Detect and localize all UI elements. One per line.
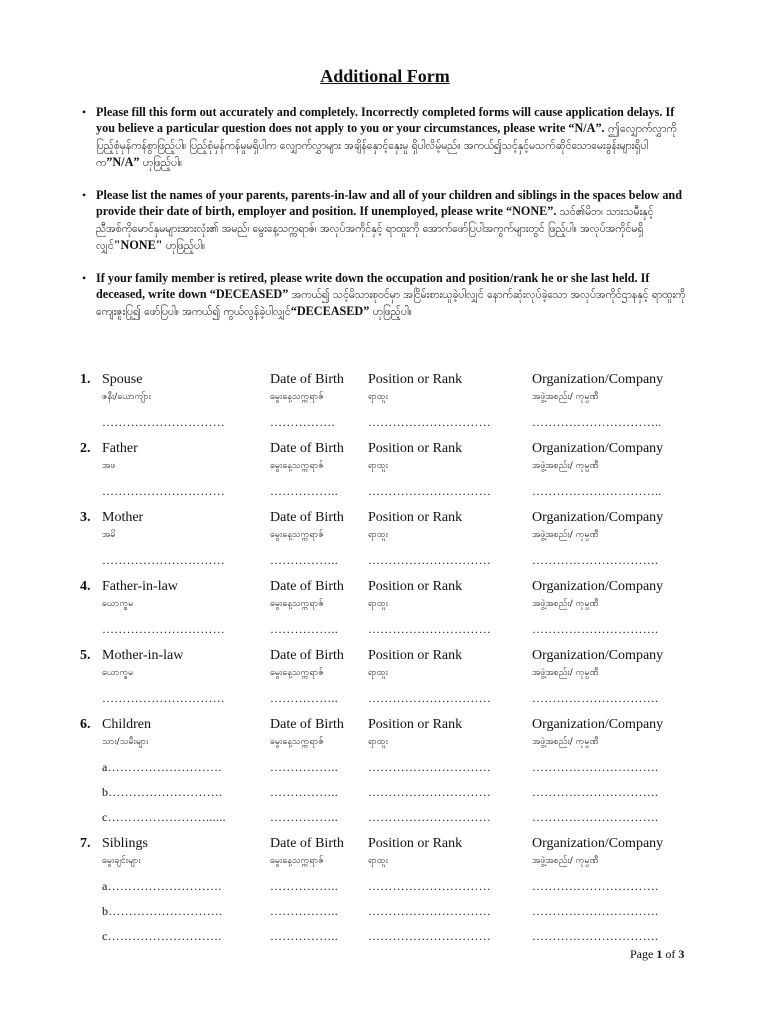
section-label (80, 579, 270, 595)
name-field[interactable]: a………………………. (102, 760, 222, 774)
page-number (630, 947, 684, 962)
organization-field[interactable]: …………………………. (532, 810, 659, 824)
dob-field[interactable]: …………….. (270, 691, 339, 705)
page-label: Page (630, 947, 654, 961)
organization-field[interactable]: ………………………….. (532, 484, 662, 498)
section-label (80, 510, 270, 526)
organization-header-burmese: အဖွဲ့အစည်း/ ကုမ္ပဏီ (532, 668, 599, 678)
instruction-english: If your family member is retired, please write down the occupation and position/rank he or she last held. If deceased, write down “DECEASED” (96, 271, 650, 301)
section-header (80, 441, 692, 459)
position-field[interactable]: ………………………… (368, 810, 491, 824)
dob-field[interactable]: …………….. (270, 929, 339, 943)
section-header (80, 510, 692, 528)
family-section-spouse (80, 372, 692, 431)
section-subheader (80, 460, 692, 474)
organization-field[interactable]: …………………………. (532, 879, 659, 893)
dob-header-burmese: မွေးနေ့သက္ကရာဇ် (270, 737, 324, 747)
section-label (80, 372, 270, 388)
dob-header-burmese: မွေးနေ့သက္ကရာဇ် (270, 530, 324, 540)
section-subheader (80, 667, 692, 681)
position-header: Position or Rank (368, 836, 463, 851)
organization-header: Organization/Company (532, 836, 664, 851)
bullet-icon: • (82, 188, 87, 202)
position-header-burmese: ရာထူး (368, 737, 388, 747)
section-subheader (80, 598, 692, 612)
dob-field[interactable]: …………….. (270, 810, 339, 824)
name-field[interactable]: b………………………. (102, 785, 223, 799)
dob-field[interactable]: …………….. (270, 760, 339, 774)
section-label (80, 648, 270, 664)
section-title-burmese: အမိ (102, 530, 116, 540)
instructions-list (82, 104, 690, 336)
organization-header-burmese: အဖွဲ့အစည်း/ ကုမ္ပဏီ (532, 856, 599, 866)
family-section-father-in-law (80, 579, 692, 638)
section-title-burmese: သား/သမီးများ (102, 737, 149, 747)
position-field[interactable]: ………………………… (368, 415, 491, 429)
section-number: 4. (80, 579, 91, 594)
name-field[interactable]: ………………………… (102, 553, 225, 567)
section-label (80, 836, 270, 852)
dob-header: Date of Birth (270, 441, 344, 456)
instruction-english: Please fill this form out accurately and completely. Incorrectly completed forms will cause application delays. If you believe a particular question does not apply to you or your circumstances, please write “N/A”. (96, 105, 675, 135)
instruction-burmese-text: အကယ်၍ သင့်မိသားစုဝင်မှာ အငြိမ်းစားယူခဲ့ပါလျှင် နောက်ဆုံးလုပ်ခဲ့သော အလုပ်အကိုင်ဌာနနှင့် ရာထူးကို ကျေးဇူးပြု၍ ဖော်ပြပါ။ အကယ်၍ ကွယ်လွန်ခဲ့ပါလျှင် (96, 289, 686, 318)
position-field[interactable]: ………………………… (368, 622, 491, 636)
position-header-burmese: ရာထူး (368, 392, 388, 402)
position-header-burmese: ရာထူး (368, 856, 388, 866)
organization-header-burmese: အဖွဲ့အစည်း/ ကုမ္ပဏီ (532, 461, 599, 471)
dob-header: Date of Birth (270, 648, 344, 663)
position-header: Position or Rank (368, 717, 463, 732)
position-header-burmese: ရာထူး (368, 599, 388, 609)
section-title: Spouse (102, 372, 143, 387)
section-number: 6. (80, 717, 91, 732)
dob-header-burmese: မွေးနေ့သက္ကရာဇ် (270, 856, 324, 866)
section-title-burmese: ယောက္ခမ (102, 599, 134, 609)
organization-field[interactable]: …………………………. (532, 929, 659, 943)
section-subheader (80, 736, 692, 750)
section-subheader (80, 855, 692, 869)
entry-line (80, 785, 692, 801)
name-field[interactable]: b………………………. (102, 904, 223, 918)
position-header: Position or Rank (368, 372, 463, 387)
instruction-item (82, 270, 690, 320)
section-number: 5. (80, 648, 91, 663)
dob-field[interactable]: …………….. (270, 785, 339, 799)
instruction-burmese-text: သင်၏မိဘ၊ သားသမီးနှင့် ညီအစ်ကိုမောင်နှမများအားလုံး၏ အမည်၊ မွေးနေ့သက္ကရာဇ်၊ အလုပ်အကိုင်နှင့် ရာထူးကို အောက်ဖော်ပြပါအကွက်များတွင် ဖြည့်ပါ။ အလုပ်အကိုင်မရှိလျှင် (96, 206, 654, 252)
organization-header: Organization/Company (532, 579, 664, 594)
section-number: 3. (80, 510, 91, 525)
section-header (80, 836, 692, 854)
section-subheader (80, 391, 692, 405)
dob-field[interactable]: …………….. (270, 622, 339, 636)
organization-header-burmese: အဖွဲ့အစည်း/ ကုမ္ပဏီ (532, 530, 599, 540)
dob-header: Date of Birth (270, 717, 344, 732)
entry-line (80, 810, 692, 826)
name-field[interactable]: ………………………… (102, 415, 225, 429)
organization-field[interactable]: …………………………. (532, 904, 659, 918)
instruction-item (82, 187, 690, 254)
dob-field[interactable]: …………….. (270, 879, 339, 893)
section-label (80, 441, 270, 457)
instruction-burmese-keyword: "NONE" (113, 238, 163, 252)
organization-header: Organization/Company (532, 441, 664, 456)
position-header: Position or Rank (368, 579, 463, 594)
entry-line (80, 622, 692, 638)
entry-line (80, 879, 692, 895)
position-field[interactable]: ………………………… (368, 484, 491, 498)
section-title: Children (102, 717, 151, 732)
position-header: Position or Rank (368, 441, 463, 456)
instruction-burmese-keyword: “DECEASED” (290, 304, 370, 318)
position-header-burmese: ရာထူး (368, 461, 388, 471)
entry-line (80, 484, 692, 500)
section-number: 1. (80, 372, 91, 387)
dob-field[interactable]: ……………. (270, 415, 335, 429)
position-header-burmese: ရာထူး (368, 530, 388, 540)
section-title: Father-in-law (102, 579, 178, 594)
entry-line (80, 904, 692, 920)
section-header (80, 648, 692, 666)
position-header: Position or Rank (368, 510, 463, 525)
entry-line (80, 691, 692, 707)
organization-header: Organization/Company (532, 648, 664, 663)
organization-field[interactable]: …………………………. (532, 691, 659, 705)
dob-field[interactable]: …………….. (270, 553, 339, 567)
dob-header: Date of Birth (270, 836, 344, 851)
name-field[interactable]: ………………………… (102, 691, 225, 705)
position-field[interactable]: ………………………… (368, 785, 491, 799)
dob-header-burmese: မွေးနေ့သက္ကရာဇ် (270, 599, 324, 609)
position-header: Position or Rank (368, 648, 463, 663)
section-label (80, 717, 270, 733)
name-field[interactable]: ………………………… (102, 484, 225, 498)
name-field[interactable]: c………………………. (102, 929, 222, 943)
position-field[interactable]: ………………………… (368, 760, 491, 774)
family-sections (80, 372, 692, 955)
organization-header-burmese: အဖွဲ့အစည်း/ ကုမ္ပဏီ (532, 392, 599, 402)
page-current: 1 (656, 947, 663, 961)
family-section-siblings (80, 836, 692, 945)
family-section-father (80, 441, 692, 500)
family-section-children (80, 717, 692, 826)
name-field[interactable]: a………………………. (102, 879, 222, 893)
dob-header: Date of Birth (270, 510, 344, 525)
instruction-burmese-keyword: ”N/A” (106, 155, 140, 169)
entry-line (80, 553, 692, 569)
section-title-burmese: အဖ (102, 461, 116, 471)
position-field[interactable]: ………………………… (368, 904, 491, 918)
dob-header-burmese: မွေးနေ့သက္ကရာဇ် (270, 461, 324, 471)
dob-field[interactable]: …………….. (270, 484, 339, 498)
organization-field[interactable]: …………………………. (532, 785, 659, 799)
section-subheader (80, 529, 692, 543)
section-number: 2. (80, 441, 91, 456)
page-of: of (665, 947, 676, 961)
organization-header-burmese: အဖွဲ့အစည်း/ ကုမ္ပဏီ (532, 737, 599, 747)
section-title: Siblings (102, 836, 148, 851)
section-title: Mother (102, 510, 144, 525)
organization-header: Organization/Company (532, 717, 664, 732)
section-header (80, 579, 692, 597)
instruction-english: Please list the names of your parents, parents-in-law and all of your children and siblings in the spaces below and provide their date of birth, employer and position. If unemployed, please write “NONE”. (96, 188, 682, 218)
dob-header: Date of Birth (270, 372, 344, 387)
organization-field[interactable]: ………………………….. (532, 415, 662, 429)
section-number: 7. (80, 836, 91, 851)
organization-field[interactable]: …………………………. (532, 553, 659, 567)
position-field[interactable]: ………………………… (368, 691, 491, 705)
organization-field[interactable]: …………………………. (532, 622, 659, 636)
position-field[interactable]: ………………………… (368, 553, 491, 567)
bullet-icon: • (82, 271, 87, 285)
dob-header: Date of Birth (270, 579, 344, 594)
page-title: Additional Form (320, 66, 450, 86)
position-header-burmese: ရာထူး (368, 668, 388, 678)
instruction-burmese-text: ဤလျှောက်လွှာကို ပြည့်စုံမှန်ကန်စွာဖြည့်ပါ။ ပြည့်စုံမှန်ကန်မှုမရှိပါက လျှောက်လွှာများ အချိန်နှောင့်နှေးမှု ရှိပါလိမ့်မည်။ အကယ်၍သင့်နှင့်မသက်ဆိုင်သောမေးခွန်းများရှိပါက (96, 123, 677, 169)
organization-header: Organization/Company (532, 510, 664, 525)
organization-field[interactable]: …………………………. (532, 760, 659, 774)
section-title-burmese: ယောက္ခမ (102, 668, 134, 678)
instruction-burmese-end: ဟုဖြည့်ပါ။ (162, 240, 206, 252)
instruction-burmese-end: ဟုဖြည့်ပါ။ (139, 157, 182, 169)
family-section-mother-in-law (80, 648, 692, 707)
position-field[interactable]: ………………………… (368, 929, 491, 943)
section-title: Mother-in-law (102, 648, 184, 663)
entry-line (80, 760, 692, 776)
section-header (80, 372, 692, 390)
dob-field[interactable]: …………….. (270, 904, 339, 918)
family-section-mother (80, 510, 692, 569)
entry-line (80, 415, 692, 431)
bullet-icon: • (82, 105, 87, 119)
organization-header: Organization/Company (532, 372, 664, 387)
organization-header-burmese: အဖွဲ့အစည်း/ ကုမ္ပဏီ (532, 599, 599, 609)
entry-line (80, 929, 692, 945)
section-title-burmese: မွေးချင်းများ (102, 856, 141, 866)
section-header (80, 717, 692, 735)
dob-header-burmese: မွေးနေ့သက္ကရာဇ် (270, 668, 324, 678)
name-field[interactable]: c……………………...... (102, 810, 226, 824)
section-title: Father (102, 441, 138, 456)
dob-header-burmese: မွေးနေ့သက္ကရာဇ် (270, 392, 324, 402)
position-field[interactable]: ………………………… (368, 879, 491, 893)
name-field[interactable]: ………………………… (102, 622, 225, 636)
instruction-item (82, 104, 690, 171)
page-total: 3 (678, 947, 685, 961)
instruction-burmese-end: ဟုဖြည့်ပါ။ (369, 306, 412, 318)
section-title-burmese: ဇနီး/ယောကျ်ား (102, 392, 151, 402)
